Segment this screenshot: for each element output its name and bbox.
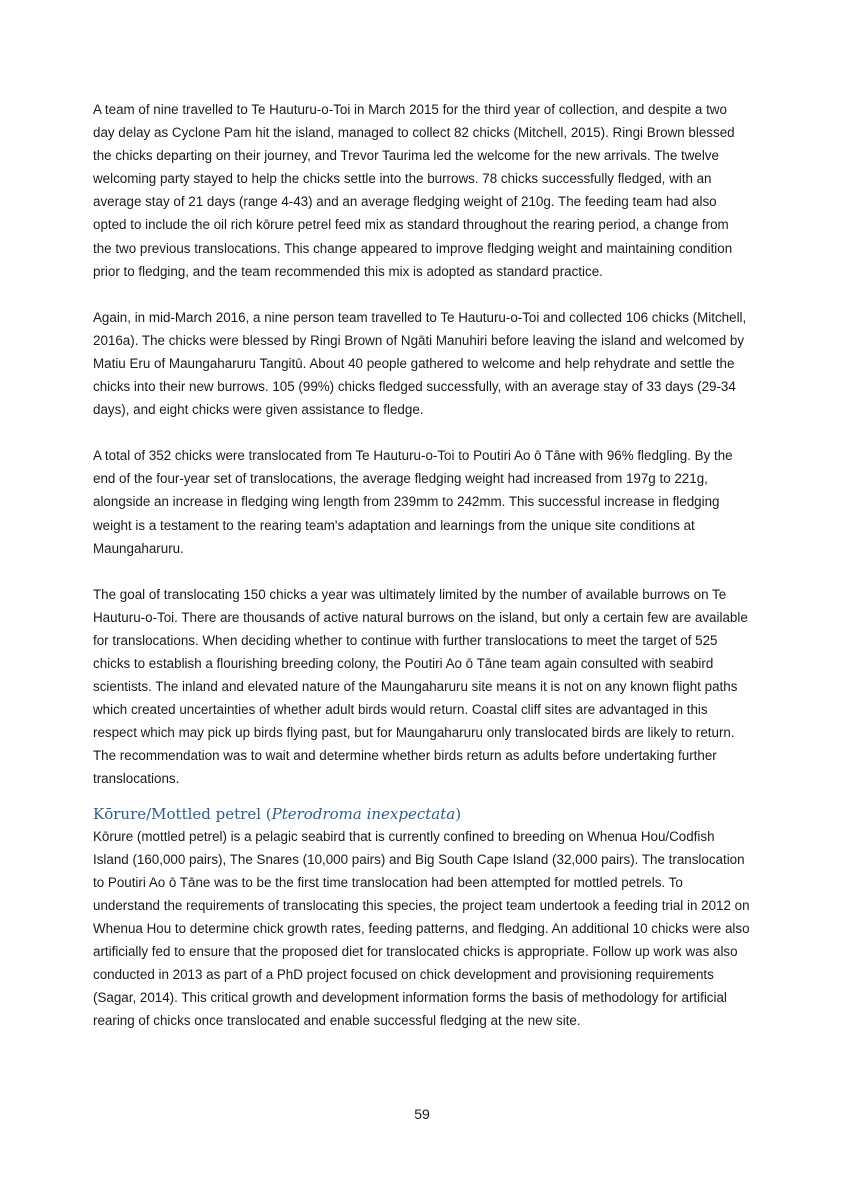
section-heading-mottled-petrel xyxy=(93,803,751,825)
paragraph-spacer xyxy=(93,283,751,306)
page-content xyxy=(93,98,751,1032)
paragraph-translocation-goal: The goal of translocating 150 chicks a year was ultimately limited by the number of available burrows on Te Hauturu-o-Toi. There are thousands of active natural burrows on the island, but only a certain few are available for translocations. When deciding whether to continue with further translocations to meet the target of 525 chicks to establish a flourishing breeding colony, the Poutiri Ao ō Tāne team again consulted with seabird scientists. The inland and elevated nature of the Maungaharuru site means it is not on any known flight paths which created uncertainties of whether adult birds would return. Coastal cliff sites are advantaged in this respect which may pick up birds flying past, but for Maungaharuru only translocated birds are likely to return. The recommendation was to wait and determine whether birds return as adults before undertaking further translocations. xyxy=(93,586,748,787)
heading-close-paren: ) xyxy=(455,804,462,823)
paragraph-spacer xyxy=(93,421,751,444)
heading-scientific-name: Pterodroma inexpectata xyxy=(271,804,456,823)
paragraph-translocation-total: A total of 352 chicks were translocated from Te Hauturu-o-Toi to Poutiri Ao ō Tāne with 96% fledgling. By the end of the four-year set of translocations, the average fledging weight had increased from 197g to 221g, alongside an increase in fledging wing length from 239mm to 242mm. This successful increase in fledging weight is a testament to the rearing team's adaptation and learnings from the unique site conditions at Maungaharuru. xyxy=(93,448,733,556)
paragraph-mottled-petrel: Kōrure (mottled petrel) is a pelagic seabird that is currently confined to breeding on Whenua Hou/Codfish Island (160,000 pairs), The Snares (10,000 pairs) and Big South Cape Island (32,000 pairs). The translocation to Poutiri Ao ō Tāne was to be the first time translocation had been attempted for mottled petrels. To understand the requirements of translocating this species, the project team undertook a feeding trial in 2012 on Whenua Hou to determine chick growth rates, feeding patterns, and fledging. An additional 10 chicks were also artificially fed to ensure that the proposed diet for translocated chicks is appropriate. Follow up work was also conducted in 2013 as part of a PhD project focused on chick development and provisioning requirements (Sagar, 2014). This critical growth and development information forms the basis of methodology for artificial rearing of chicks once translocated and enable successful fledging at the new site. xyxy=(93,828,750,1029)
paragraph-spacer xyxy=(93,560,751,583)
page-number: 59 xyxy=(414,1106,430,1122)
paragraph-2016-translocation: Again, in mid-March 2016, a nine person team travelled to Te Hauturu-o-Toi and collected 106 chicks (Mitchell, 2016a). The chicks were blessed by Ringi Brown of Ngāti Manuhiri before leaving the island and welcomed by Matiu Eru of Maungaharuru Tangitū. About 40 people gathered to welcome and help rehydrate and settle the chicks into their new burrows. 105 (99%) chicks fledged successfully, with an average stay of 33 days (29-34 days), and eight chicks were given assistance to fledge. xyxy=(93,309,747,418)
paragraph-2015-translocation: A team of nine travelled to Te Hauturu-o-Toi in March 2015 for the third year of collection, and despite a two day delay as Cyclone Pam hit the island, managed to collect 82 chicks (Mitchell, 2015). Ringi Brown blessed the chicks departing on their journey, and Trevor Taurima led the welcome for the new arrivals. The twelve welcoming party stayed to help the chicks settle into the burrows. 78 chicks successfully fledged, with an average stay of 21 days (range 4-43) and an average fledging weight of 210g. The feeding team had also opted to include the oil rich kōrure petrel feed mix as standard throughout the rearing period, a change from the two previous translocations. This change appeared to improve fledging weight and maintaining condition prior to fledging, and the team recommended this mix is adopted as standard practice. xyxy=(93,102,735,279)
heading-common-name: Kōrure/Mottled petrel ( xyxy=(93,804,272,823)
